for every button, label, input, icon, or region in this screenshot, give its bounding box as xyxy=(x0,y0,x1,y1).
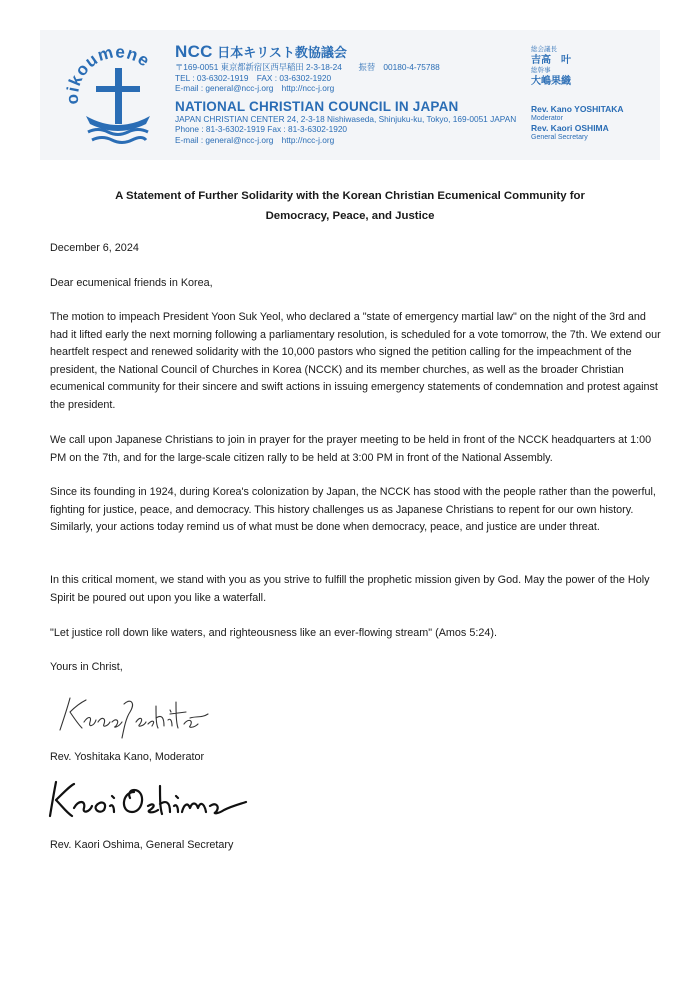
officer-role-jp: 総幹事 xyxy=(531,67,551,74)
signer-2: Rev. Kaori Oshima, General Secretary xyxy=(50,839,234,851)
signature-oshima xyxy=(40,776,250,826)
officer-name-jp: 大嶋果織 xyxy=(531,76,571,87)
closing: Yours in Christ, xyxy=(50,661,123,673)
letterhead xyxy=(40,30,660,160)
salutation: Dear ecumenical friends in Korea, xyxy=(50,277,213,289)
officer-name-en: Rev. Kano YOSHITAKA xyxy=(531,104,624,114)
org-name-en: NATIONAL CHRISTIAN COUNCIL IN JAPAN xyxy=(175,98,459,114)
signer-1: Rev. Yoshitaka Kano, Moderator xyxy=(50,751,205,763)
title-line: Democracy, Peace, and Justice xyxy=(265,210,435,222)
org-name-jp: 日本キリスト教協議会 xyxy=(217,45,347,60)
oikoumene-logo xyxy=(58,38,178,158)
officers-block xyxy=(531,46,661,142)
organization-info xyxy=(175,42,535,145)
svg-text:oikoumene: oikoumene xyxy=(62,42,154,105)
jp-phone: TEL : 03-6302-1919 FAX : 03-6302-1920 xyxy=(175,72,332,83)
paragraph-1: The motion to impeach President Yoon Suk Yeol, who declared a "state of emergency martial law" on the night of the 3rd and had it lifted early the next morning following a parliamentary resolution, is scheduled for a vote tomorrow, the 7th. We extend our heartfelt respect and renewed solidarity with the 10,000 pastors who signed the petition calling for the impeachment of the president, the National Council of Churches in Korea (NCCK) and its member churches, as well as the broader Christian ecumenical community for their sincere and swift actions in issuing emergency statements of condemnation and protest against the president. xyxy=(50,311,661,411)
officer-role-en: General Secretary xyxy=(531,134,588,141)
letter-date: December 6, 2024 xyxy=(50,242,139,254)
statement-title xyxy=(60,186,640,226)
paragraph-4: In this critical moment, we stand with you as you strive to fulfill the prophetic mission given by God. May the power of the Holy Spirit be poured out upon you like a waterfall. xyxy=(50,574,650,604)
jp-email: E-mail : general@ncc-j.org http://ncc-j.org xyxy=(175,83,335,93)
officer-name-en: Rev. Kaori OSHIMA xyxy=(531,123,609,133)
jp-address: 〒169-0051 東京都新宿区西早稲田 2-3-18-24 xyxy=(175,62,342,72)
officer-role-en: Moderator xyxy=(531,115,563,122)
org-abbreviation: NCC xyxy=(175,42,213,61)
officer-name-jp: 吉高 叶 xyxy=(531,55,571,66)
postal-transfer: 振替 00180-4-75788 xyxy=(358,62,440,72)
paragraph-5: "Let justice roll down like waters, and righteousness like an ever-flowing stream" (Amos 5:24). xyxy=(50,627,497,639)
en-phone: Phone : 81-3-6302-1919 Fax : 81-3-6302-1920 xyxy=(175,124,348,134)
en-email: E-mail : general@ncc-j.org http://ncc-j.org xyxy=(175,134,335,145)
en-address: JAPAN CHRISTIAN CENTER 24, 2-3-18 Nishiwaseda, Shinjuku-ku, Tokyo, 169-0051 JAPAN xyxy=(175,113,517,124)
signature-kano xyxy=(52,688,212,746)
officer-role-jp: 総会議長 xyxy=(531,46,557,53)
title-line: A Statement of Further Solidarity with the Korean Christian Ecumenical Community for xyxy=(115,190,585,202)
paragraph-3: Since its founding in 1924, during Korea's colonization by Japan, the NCCK has stood with the people rather than the powerful, fighting for justice, peace, and democracy. This history challenges us as Japanese Christians to repent for our own history. Similarly, your actions today remind us of what must be done when democracy, peace, and justice are under threat. xyxy=(50,486,656,534)
paragraph-2: We call upon Japanese Christians to join in prayer for the prayer meeting to be held in front of the NCCK headquarters at 1:00 PM on the 7th, and for the large-scale citizen rally to be held at 3:00 PM in front of the National Assembly. xyxy=(50,434,652,464)
